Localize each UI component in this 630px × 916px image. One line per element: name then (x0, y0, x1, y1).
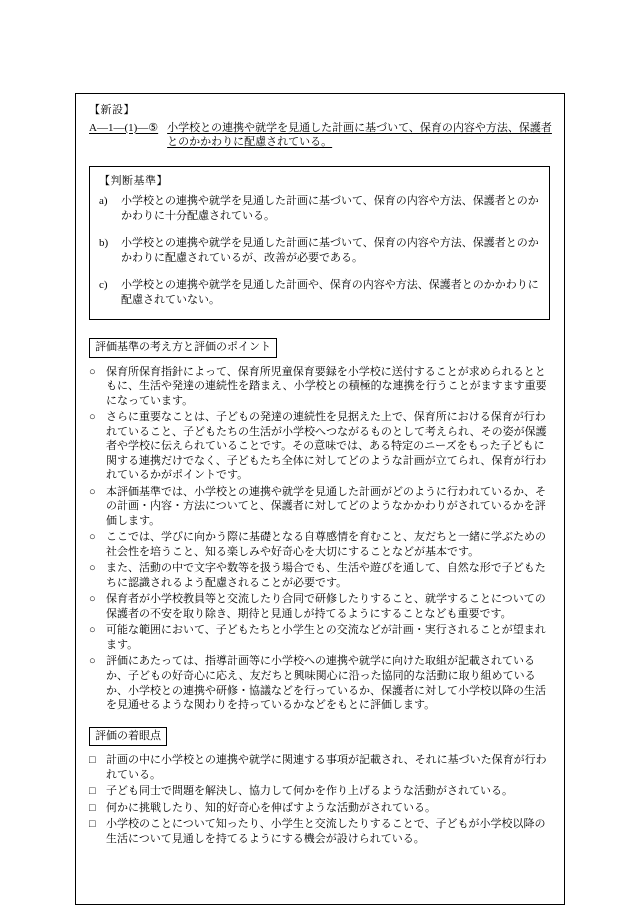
list-item (89, 592, 553, 621)
list-item-text: さらに重要なことは、子どもの発達の連続性を見据えた上で、保育所における保育が行われていること、子どもたちの生活が小学校へつながるものとして考えられ、その姿が保護者や学校に伝えられていることです。その意味では、ある特定のニーズをもった子どもに関する連携だけでなく、子どもたち全体に対してどのような計画が立てられ、保育が行われているかがポイントです。 (106, 411, 547, 482)
list-item-text: 小学校のことについて知ったり、小学生と交流したりすることで、子どもが小学校以降の生活について見通しを持てるようにする機会が設けられている。 (106, 818, 546, 845)
checkbox-bullet-icon: □ (89, 801, 96, 814)
judgment-item-a-key: a) (99, 195, 108, 208)
focus-points-header: 評価の着眼点 (89, 727, 167, 747)
list-item (89, 784, 553, 799)
judgment-item-c-text: 小学校との連携や就学を見通した計画や、保育の内容や方法、保護者とのかかわりに配慮されていない。 (121, 279, 539, 306)
list-item-text: 保育所保育指針によって、保育所児童保育要録を小学校に送付することが求められるとともに、生活や発達の連続性を踏まえ、小学校との積極的な連携を行うことがますます重要になっています。 (106, 365, 547, 407)
checkbox-bullet-icon: □ (89, 785, 96, 798)
list-item (89, 817, 553, 846)
item-number: A―1―(1)―⑤ (89, 121, 159, 134)
checkbox-bullet-icon: □ (89, 818, 96, 831)
document-border-frame (75, 93, 565, 905)
list-item-text: 保育者が小学校教員等と交流したり合同で研修したりすること、就学することについての保護者の不安を取り除き、期待と見通しが持てるようにすることなども重要です。 (106, 593, 546, 620)
circle-bullet-icon: ○ (89, 562, 96, 575)
evaluation-points-header: 評価基準の考え方と評価のポイント (89, 338, 277, 358)
list-item (89, 753, 553, 782)
focus-points-section (89, 727, 553, 847)
list-item-text: 評価にあたっては、指導計画等に小学校への連携や就学に向けた取組が記載されているか、子どもの好奇心に応え、友だちと興味関心に沿った協同的な活動に取り組めているか、小学校との連携や研修・協議などを行っているか、保護者に対して小学校以降の生活を見通せるような関わりを持っているかなどをもとに評価します。 (106, 655, 546, 712)
list-item-text: 何かに挑戦したり、知的好奇心を伸ばすような活動がされている。 (106, 801, 436, 814)
list-item (89, 365, 553, 409)
judgment-criteria-header: 【判断基準】 (99, 174, 168, 187)
circle-bullet-icon: ○ (89, 593, 96, 606)
list-item-text: 計画の中に小学校との連携や就学に関連する事項が記載され、それに基づいた保育が行われている。 (106, 754, 547, 781)
list-item-text: 子ども同士で問題を解決し、協力して何かを作り上げるような活動がされている。 (106, 785, 513, 798)
circle-bullet-icon: ○ (89, 365, 96, 378)
focus-points-list (89, 753, 553, 846)
list-item-text: ここでは、学びに向かう際に基礎となる自尊感情を育むこと、友だちと一緒に学ぶための社会性を培うこと、知る楽しみや好奇心を大切にすることなどが基本です。 (106, 531, 546, 558)
list-item (89, 654, 553, 712)
list-item (89, 561, 553, 590)
list-item (89, 530, 553, 559)
judgment-item-c-key: c) (99, 279, 108, 292)
judgment-item-a-text: 小学校との連携や就学を見通した計画に基づいて、保育の内容や方法、保護者とのかかわりに十分配慮されている。 (121, 195, 539, 222)
list-item-text: 本評価基準では、小学校との連携や就学を見通した計画がどのように行われているか、その計画・内容・方法についてと、保護者に対してどのようなかかわりがされているかを評価します。 (106, 485, 546, 527)
judgment-item-b (99, 236, 540, 265)
list-item (89, 485, 553, 529)
judgment-item-b-key: b) (99, 237, 109, 250)
circle-bullet-icon: ○ (89, 411, 96, 424)
circle-bullet-icon: ○ (89, 531, 96, 544)
evaluation-points-list (89, 365, 553, 713)
list-item (89, 410, 553, 483)
list-item (89, 801, 553, 816)
checkbox-bullet-icon: □ (89, 754, 96, 767)
list-item-text: 可能な範囲において、子どもたちと小学生との交流などが計画・実行されることが望まれます。 (106, 624, 546, 651)
new-item-label: 【新設】 (89, 104, 135, 116)
circle-bullet-icon: ○ (89, 624, 96, 637)
list-item-text: また、活動の中で文字や数等を扱う場合でも、生活や遊びを通して、自然な形で子どもたちに認識されるよう配慮されることが必要です。 (106, 562, 546, 589)
evaluation-points-section (89, 338, 553, 712)
item-title: 小学校との連携や就学を見通した計画に基づいて、保育の内容や方法、保護者とのかかわりに配慮されている。 (167, 121, 552, 149)
list-item (89, 623, 553, 652)
judgment-item-c (99, 278, 540, 307)
judgment-item-b-text: 小学校との連携や就学を見通した計画に基づいて、保育の内容や方法、保護者とのかかわりに配慮されているが、改善が必要である。 (121, 237, 539, 264)
item-heading (89, 121, 553, 150)
judgment-item-a (99, 194, 540, 223)
circle-bullet-icon: ○ (89, 485, 96, 498)
judgment-criteria-box (89, 166, 550, 321)
circle-bullet-icon: ○ (89, 655, 96, 668)
